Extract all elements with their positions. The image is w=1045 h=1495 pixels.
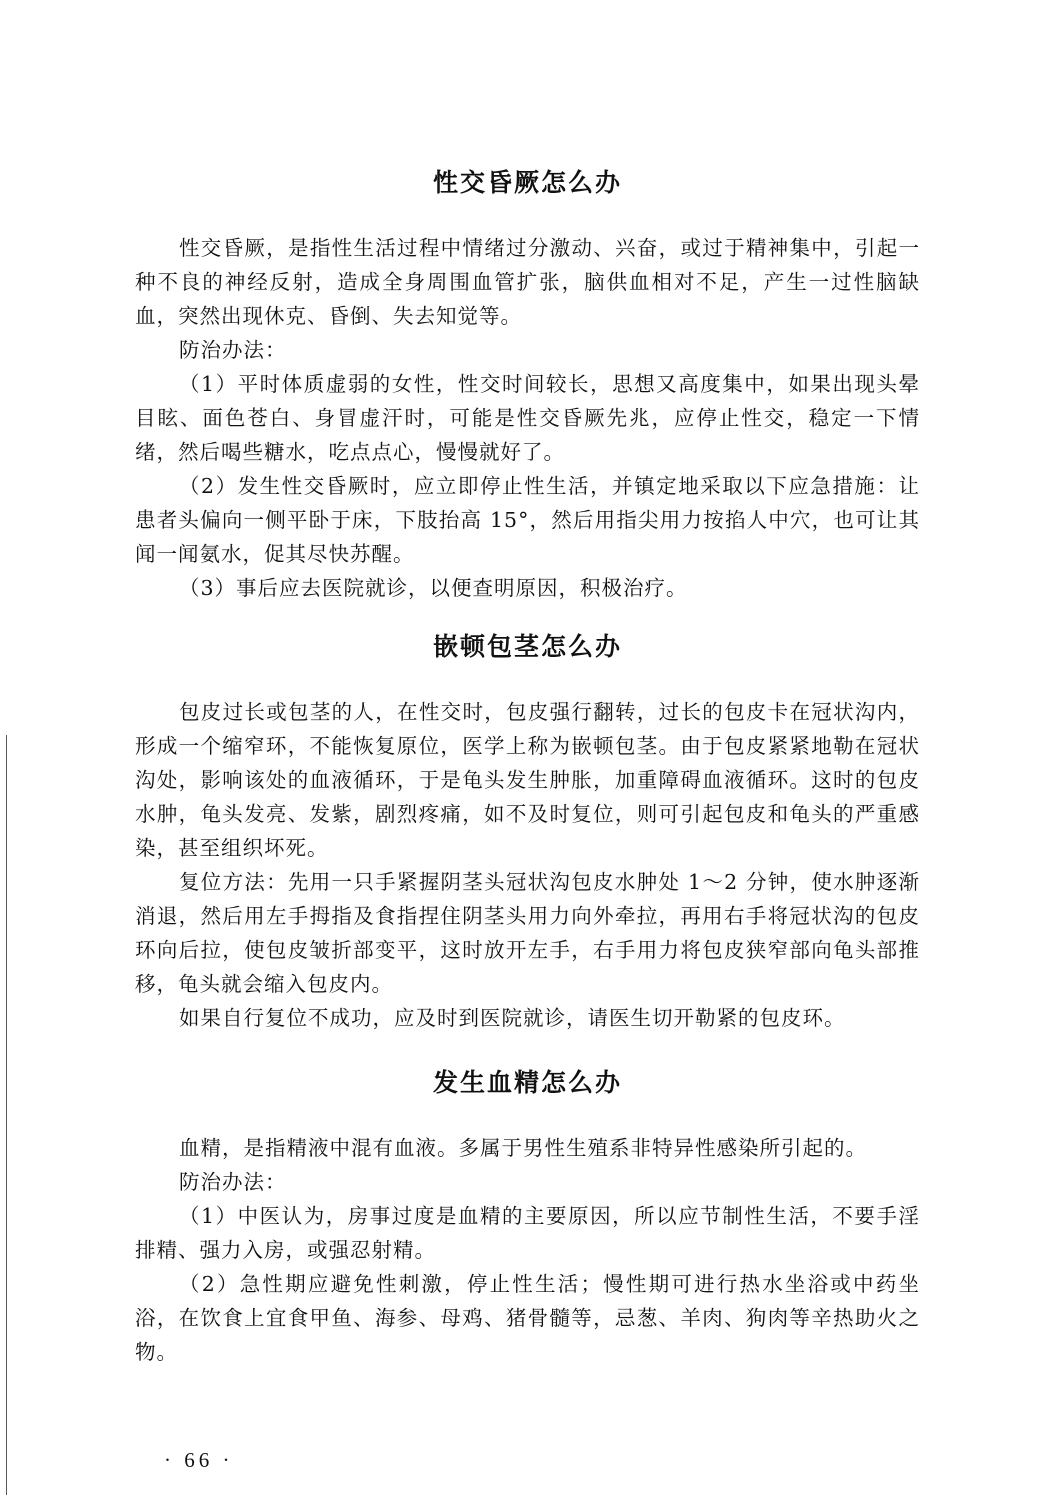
binding-edge-line [6,735,7,1495]
paragraph: 复位方法：先用一只手紧握阴茎头冠状沟包皮水肿处 1～2 分钟，使水肿逐渐消退，然后用左手拇指及食指捏住阴茎头用力向外牵拉，再用右手将冠状沟的包皮环向后拉，使包皮皱折部变平，这时放开左手，右手用力将包皮狭窄部向龟头部推移，龟头就会缩入包皮内。 [135,870,920,996]
paragraph: （2）发生性交昏厥时，应立即停止性生活，并镇定地采取以下应急措施：让患者头偏向一侧平卧于床，下肢抬高 15°，然后用指尖用力按掐人中穴，也可让其闻一闻氨水，促其尽快苏醒。 [135,474,920,566]
paragraph: 如果自行复位不成功，应及时到医院就诊，请医生切开勒紧的包皮环。 [179,1006,846,1030]
page-number: · 66 · [164,1448,234,1472]
paragraph: 防治办法： [179,338,287,362]
section-paraphimosis [135,629,920,1035]
paragraph: （1）中医认为，房事过度是血精的主要原因，所以应节制性生活，不要手淫排精、强力入房，或强忍射精。 [135,1204,920,1262]
paragraph: 防治办法： [179,1170,287,1194]
section-title: 性交昏厥怎么办 [432,168,622,197]
section-title: 嵌顿包茎怎么办 [432,632,622,661]
paragraph: 血精，是指精液中混有血液。多属于男性生殖系非特异性感染所引起的。 [179,1136,867,1160]
section-hematospermia [135,1065,920,1369]
section-title: 发生血精怎么办 [432,1068,622,1097]
section-body [135,231,920,605]
section-body [135,1131,920,1369]
paragraph: （1）平时体质虚弱的女性，性交时间较长，思想又高度集中，如果出现头晕目眩、面色苍白、身冒虚汗时，可能是性交昏厥先兆，应停止性交，稳定一下情绪，然后喝些糖水，吃点点心，慢慢就好了。 [135,372,920,464]
paragraph: 包皮过长或包茎的人，在性交时，包皮强行翻转，过长的包皮卡在冠状沟内，形成一个缩窄环，不能恢复原位，医学上称为嵌顿包茎。由于包皮紧紧地勒在冠状沟处，影响该处的血液循环，于是龟头发生肿胀，加重障碍血液循环。这时的包皮水肿，龟头发亮、发紫，剧烈疼痛，如不及时复位，则可引起包皮和龟头的严重感染，甚至组织坏死。 [135,700,920,860]
section-syncope [135,165,920,605]
section-body [135,695,920,1035]
paragraph: （3）事后应去医院就诊，以便查明原因，积极治疗。 [179,576,688,600]
paragraph: （2）急性期应避免性刺激，停止性生活；慢性期可进行热水坐浴或中药坐浴，在饮食上宜食甲鱼、海参、母鸡、猪骨髓等，忌葱、羊肉、狗肉等辛热助火之物。 [135,1272,920,1364]
page-content [135,165,920,1369]
paragraph: 性交昏厥，是指性生活过程中情绪过分激动、兴奋，或过于精神集中，引起一种不良的神经反射，造成全身周围血管扩张，脑供血相对不足，产生一过性脑缺血，突然出现休克、昏倒、失去知觉等。 [135,236,920,328]
